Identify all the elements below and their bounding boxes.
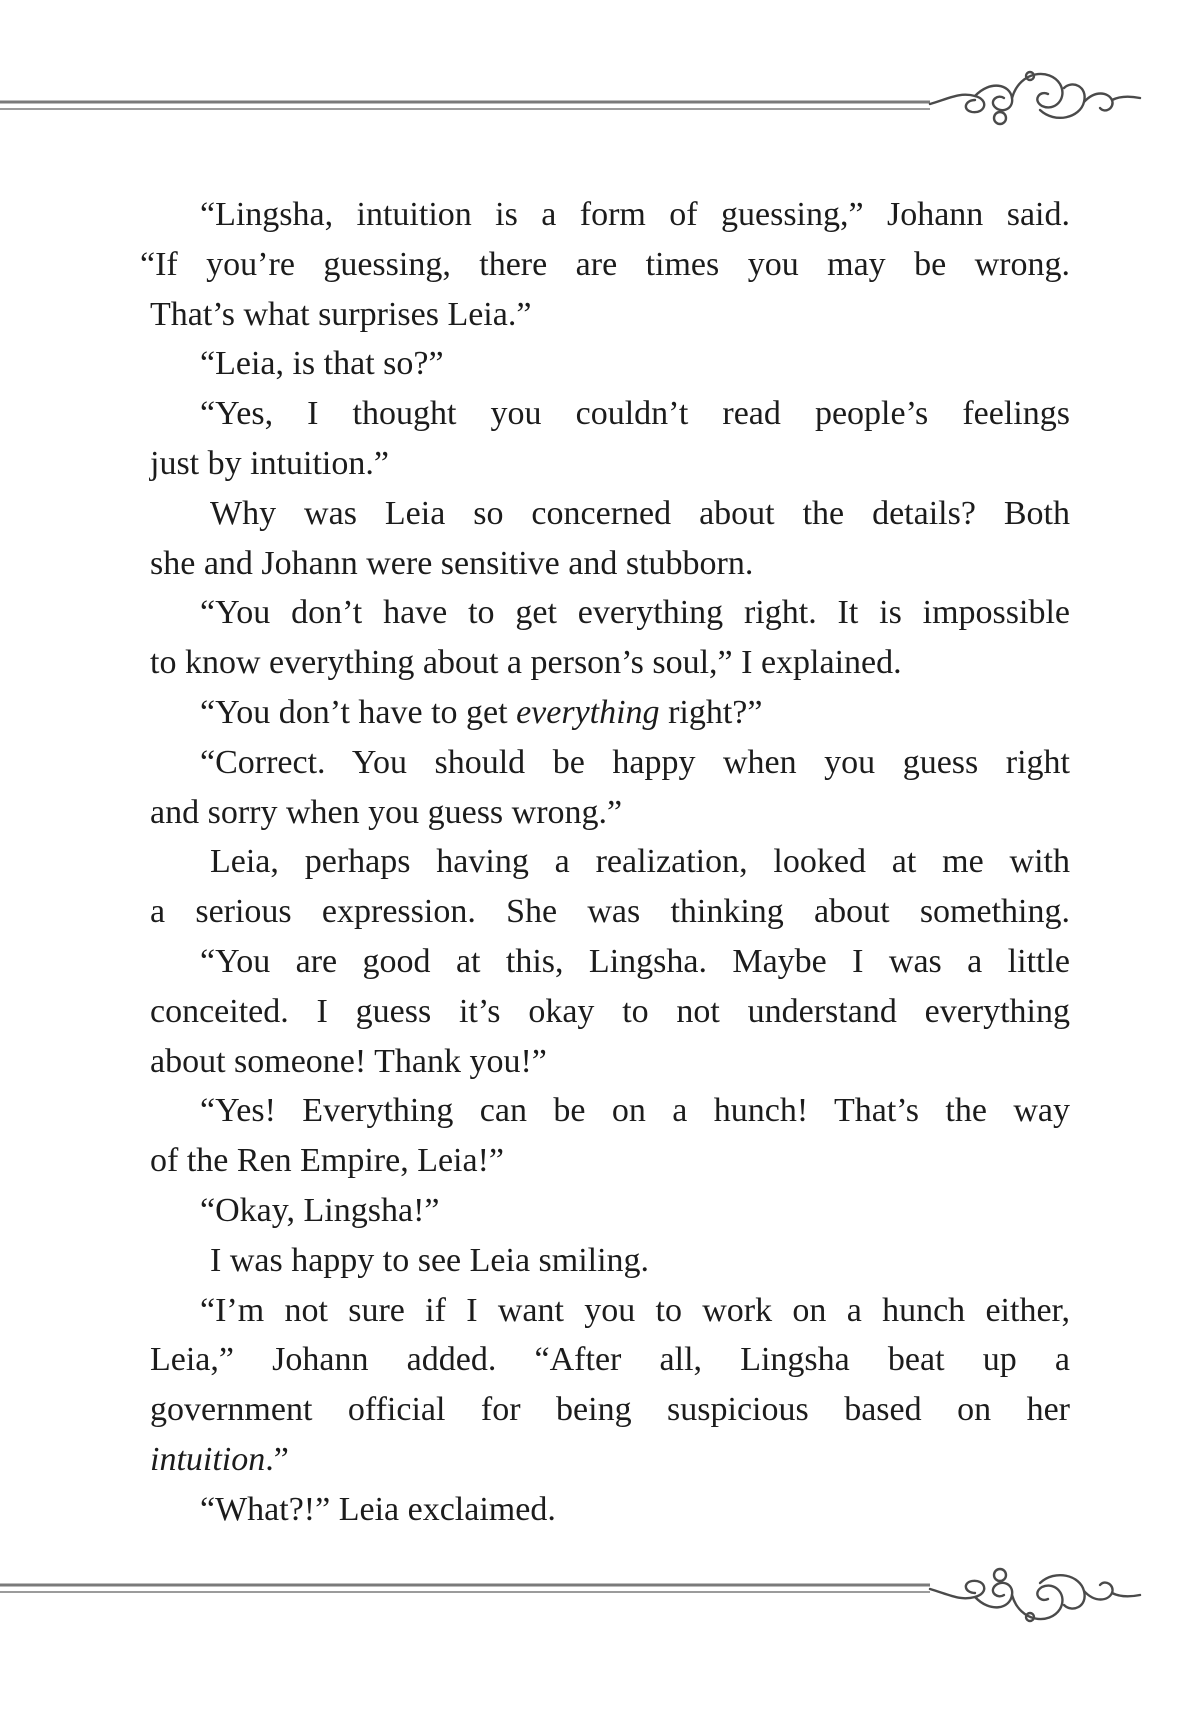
- text-line: [150, 339, 1070, 389]
- text-line: [150, 987, 1070, 1037]
- paragraph-10: [150, 1086, 1070, 1186]
- top-flourish-icon: [930, 72, 1140, 124]
- paragraph-4: [150, 489, 1070, 589]
- text-run: “Yes, I thought you couldn’t read people’s feelings: [200, 395, 1070, 433]
- bottom-double-rule: [0, 1585, 930, 1592]
- text-run: “Lingsha, intuition is a form of guessing,” Johann said.: [200, 196, 1070, 233]
- text-run: “Correct. You should be happy when you guess right: [200, 743, 1070, 781]
- text-run: “You don’t have to get: [200, 693, 517, 731]
- bottom-ornament: [0, 1555, 1200, 1665]
- top-double-rule: [0, 102, 930, 109]
- text-run: right?”: [659, 693, 763, 731]
- paragraph-12: [150, 1236, 1070, 1286]
- paragraph-1: [140, 190, 1070, 339]
- text-line: [150, 389, 1070, 439]
- text-line: [150, 1335, 1070, 1385]
- paragraph-14: [150, 1485, 1070, 1535]
- paragraph-8: [150, 837, 1070, 937]
- text-run: “You are good at this, Lingsha. Maybe I was a little: [200, 942, 1070, 980]
- text-line: [150, 937, 1070, 987]
- paragraph-13: [150, 1286, 1070, 1485]
- text-line: [150, 1186, 1070, 1236]
- text-run: “Yes! Everything can be on a hunch! That’s the way: [200, 1092, 1070, 1130]
- text-line: [150, 439, 1070, 489]
- text-line: [150, 190, 1070, 240]
- text-line: [150, 290, 1070, 340]
- paragraph-2: [150, 339, 1070, 389]
- text-line: [150, 1236, 1070, 1286]
- text-line: [150, 1037, 1070, 1087]
- top-ornament: [0, 40, 1200, 150]
- text-line: [150, 837, 1070, 887]
- text-run: Leia, perhaps having a realization, looked at me with: [210, 843, 1070, 881]
- text-line: [150, 1485, 1070, 1535]
- text-line: [150, 588, 1070, 638]
- text-run: “If you’re guessing, there are times you may be wrong.: [140, 245, 1070, 283]
- text-line: [150, 638, 1070, 688]
- text-run: government official for being suspicious based on her: [150, 1391, 1070, 1429]
- paragraph-7: [150, 738, 1070, 838]
- text-line: [140, 240, 1070, 290]
- text-run: and sorry when you guess wrong.”: [150, 793, 623, 831]
- text-line: [150, 539, 1070, 589]
- text-line: [150, 887, 1070, 937]
- text-run: “Okay, Lingsha!”: [200, 1191, 440, 1229]
- text-run: “Leia, is that so?”: [200, 345, 444, 383]
- text-run: That’s what surprises Leia.”: [150, 295, 532, 333]
- text-run: just by intuition.”: [150, 444, 389, 482]
- text-run: she and Johann were sensitive and stubborn.: [150, 544, 754, 582]
- bottom-flourish-icon: [930, 1569, 1140, 1621]
- text-run: “What?!” Leia exclaimed.: [200, 1490, 556, 1528]
- text-run: a serious expression. She was thinking about something.: [150, 893, 1070, 931]
- text-run: conceited. I guess it’s okay to not understand everything: [150, 992, 1070, 1030]
- page-text: [140, 190, 1070, 1535]
- text-run: “I’m not sure if I want you to work on a hunch either,: [200, 1291, 1070, 1329]
- text-run: .”: [265, 1440, 289, 1478]
- text-run: Why was Leia so concerned about the details? Both: [210, 494, 1070, 532]
- text-line: [150, 788, 1070, 838]
- italic-text-run: everything: [516, 693, 660, 731]
- text-run: of the Ren Empire, Leia!”: [150, 1142, 505, 1180]
- paragraph-9: [150, 937, 1070, 1086]
- paragraph-3: [150, 389, 1070, 489]
- text-run: “You don’t have to get everything right. It is impossible: [200, 594, 1070, 632]
- text-line: [150, 1385, 1070, 1435]
- text-line: [150, 489, 1070, 539]
- text-line: [150, 688, 1070, 738]
- paragraph-5: [150, 588, 1070, 688]
- text-line: [150, 738, 1070, 788]
- paragraph-11: [150, 1186, 1070, 1236]
- text-run: Leia,” Johann added. “After all, Lingsha beat up a: [150, 1341, 1070, 1379]
- text-line: [150, 1086, 1070, 1136]
- text-run: to know everything about a person’s soul,” I explained.: [150, 644, 902, 682]
- paragraph-6: [150, 688, 1070, 738]
- text-line: [150, 1136, 1070, 1186]
- text-run: I was happy to see Leia smiling.: [210, 1241, 650, 1279]
- text-line: [150, 1435, 1070, 1485]
- text-line: [150, 1286, 1070, 1336]
- text-run: about someone! Thank you!”: [150, 1042, 547, 1080]
- italic-text-run: intuition: [150, 1440, 266, 1478]
